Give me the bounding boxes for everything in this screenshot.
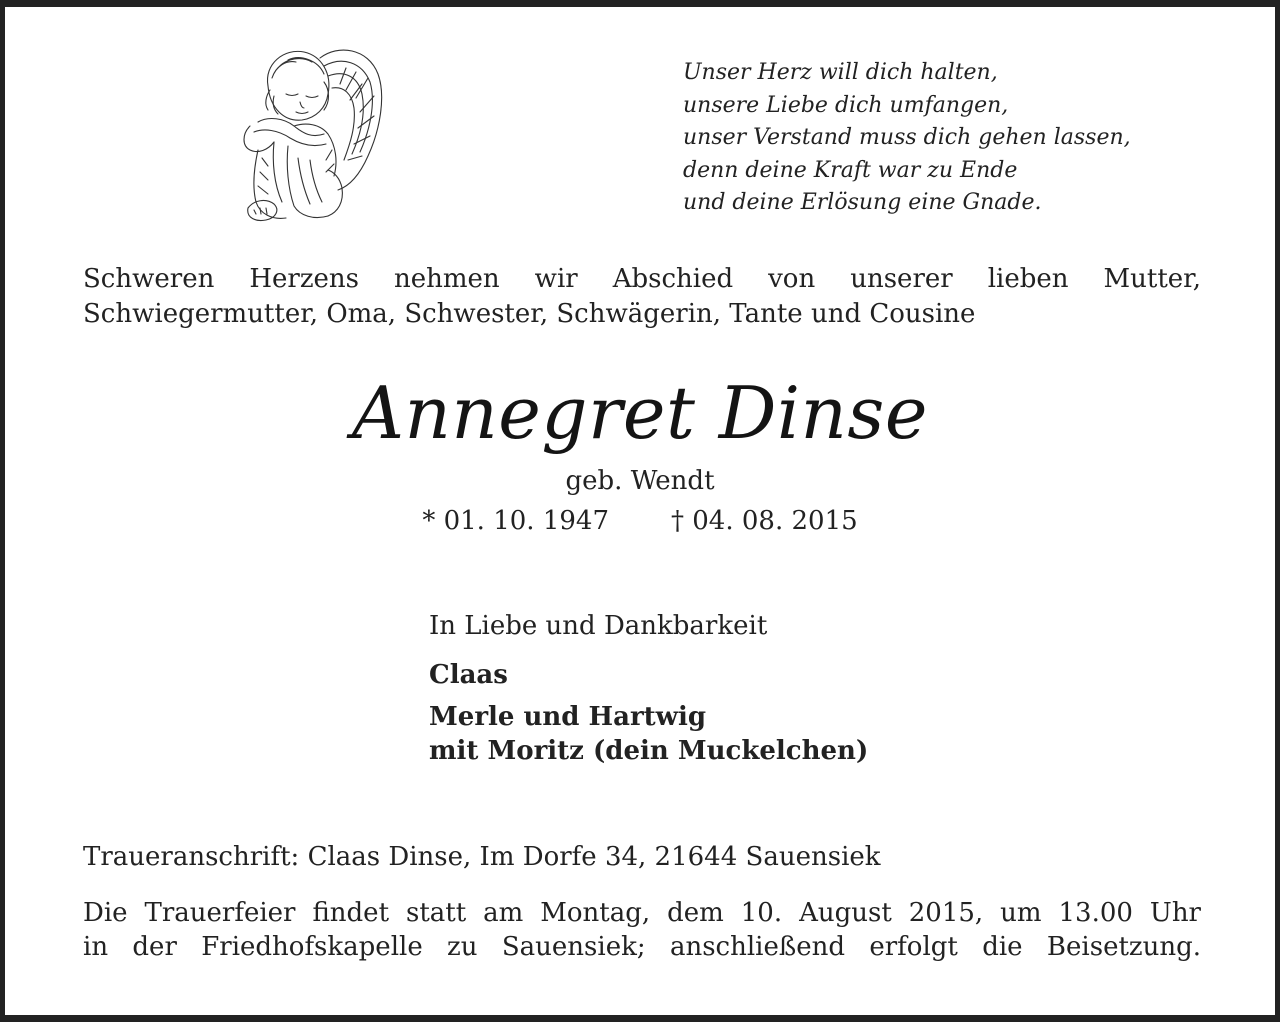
mourners (429, 608, 868, 768)
mourner-name: Merle und Hartwig (429, 702, 707, 732)
poem-line: unsere Liebe dich umfangen, (683, 92, 1009, 118)
intro-line: Schwiegermutter, Oma, Schwester, Schwägerin, Tante und Cousine (83, 299, 976, 329)
ceremony-line: Die Trauerfeier findet statt am Montag, dem 10. August 2015, um 13.00 Uhr (83, 898, 1201, 928)
poem-line: Unser Herz will dich halten, (683, 60, 998, 85)
mourning-address: Traueranschrift: Claas Dinse, Im Dorfe 34, 21644 Sauensiek (83, 842, 881, 872)
ceremony-info (83, 896, 1201, 964)
life-dates (0, 504, 1280, 538)
poem-line: denn deine Kraft war zu Ende (683, 157, 1018, 183)
mourner-name: mit Moritz (dein Muckelchen) (429, 736, 869, 766)
poem (683, 57, 1131, 220)
poem-line: und deine Erlösung eine Gnade. (683, 190, 1042, 215)
intro-text (83, 262, 1201, 332)
angel-icon (228, 38, 388, 228)
deceased-name: Annegret Dinse (352, 371, 928, 455)
poem-line: unser Verstand muss dich gehen lassen, (683, 125, 1131, 150)
mourner-name: Claas (429, 660, 508, 690)
birth-date: * 01. 10. 1947 (422, 506, 609, 536)
mourners-intro: In Liebe und Dankbarkeit (429, 611, 768, 641)
ceremony-line: in der Friedhofskapelle zu Sauensiek; anschließend erfolgt die Beisetzung. (83, 932, 1201, 962)
intro-line: Schweren Herzens nehmen wir Abschied von unserer lieben Mutter, (83, 264, 1201, 294)
death-date: † 04. 08. 2015 (671, 506, 858, 536)
birth-name: geb. Wendt (565, 466, 715, 496)
